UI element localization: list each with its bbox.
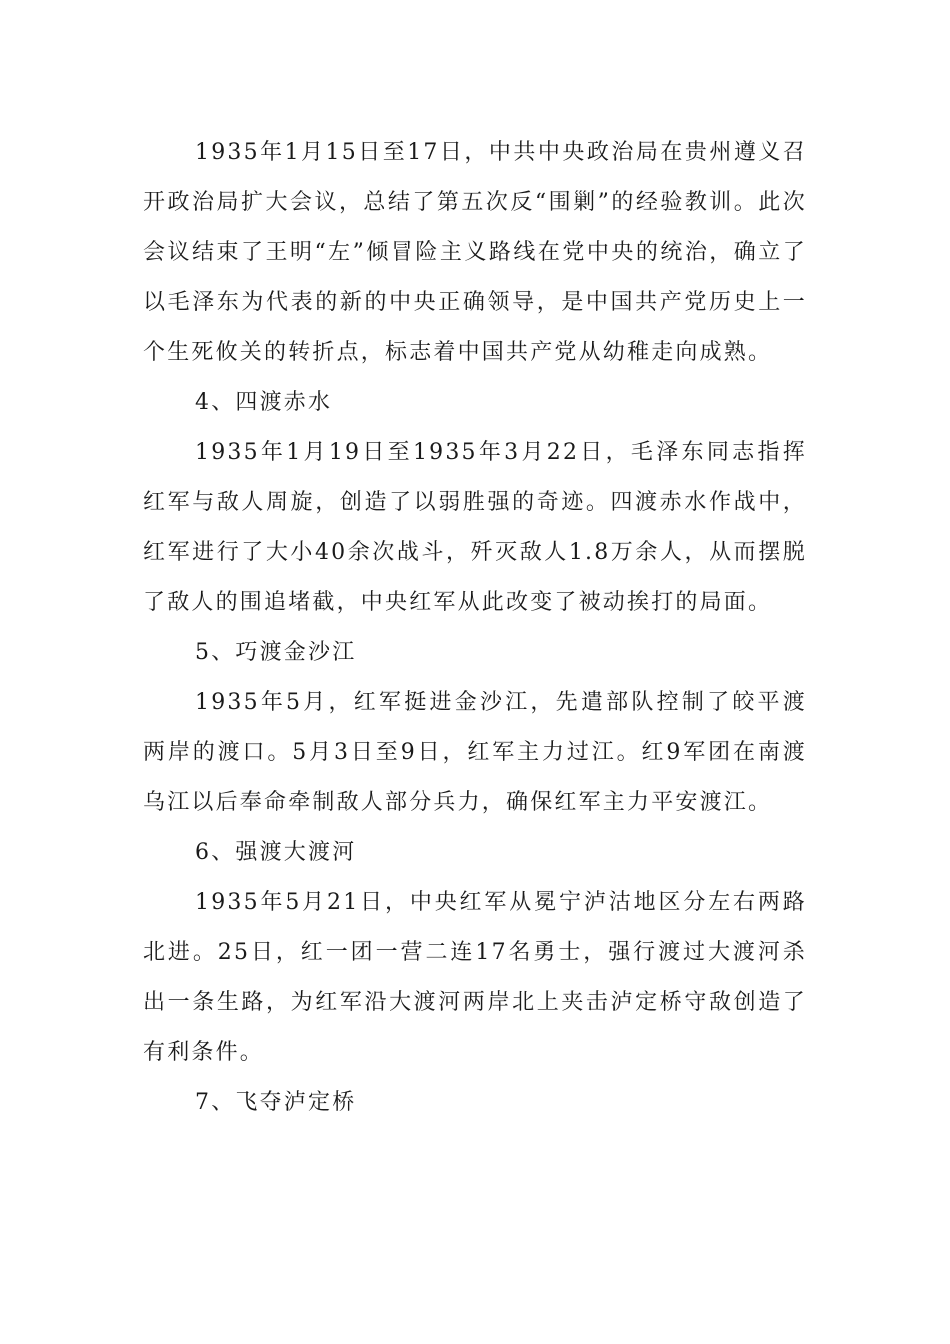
section-heading-qiaodu-jinshajiang: 5、巧渡金沙江 <box>195 640 357 665</box>
paragraph-zunyi-meeting: 1935年1月15日至17日，中共中央政治局在贵州遵义召开政治局扩大会议，总结了第五次反“围剿”的经验教训。此次会议结束了王明“左”倾冒险主义路线在党中央的统治，确立了以毛泽东为代表的新的中央正确领导，是中国共产党历史上一个生死攸关的转折点，标志着中国共产党从幼稚走向成熟。 <box>143 140 807 365</box>
paragraph-qiangdu-daduhe: 1935年5月21日，中央红军从冕宁泸沽地区分左右两路北进。25日，红一团一营二连17名勇士，强行渡过大渡河杀出一条生路，为红军沿大渡河两岸北上夹击泸定桥守敌创造了有利条件。 <box>143 890 807 1065</box>
section-heading-qiangdu-daduhe: 6、强渡大渡河 <box>195 840 357 865</box>
paragraph-qiaodu-jinshajiang: 1935年5月，红军挺进金沙江，先遣部队控制了皎平渡两岸的渡口。5月3日至9日，红军主力过江。红9军团在南渡乌江以后奉命牵制敌人部分兵力，确保红军主力平安渡江。 <box>143 690 807 815</box>
section-heading-feiduo-ludingqiao: 7、飞夺泸定桥 <box>195 1090 357 1115</box>
paragraph-sidu-chishui: 1935年1月19日至1935年3月22日，毛泽东同志指挥红军与敌人周旋，创造了以弱胜强的奇迹。四渡赤水作战中，红军进行了大小40余次战斗，歼灭敌人1.8万余人，从而摆脱了敌人的围追堵截，中央红军从此改变了被动挨打的局面。 <box>143 440 807 615</box>
document-body <box>143 128 807 1128</box>
section-heading-sidu-chishui: 4、四渡赤水 <box>195 390 333 415</box>
